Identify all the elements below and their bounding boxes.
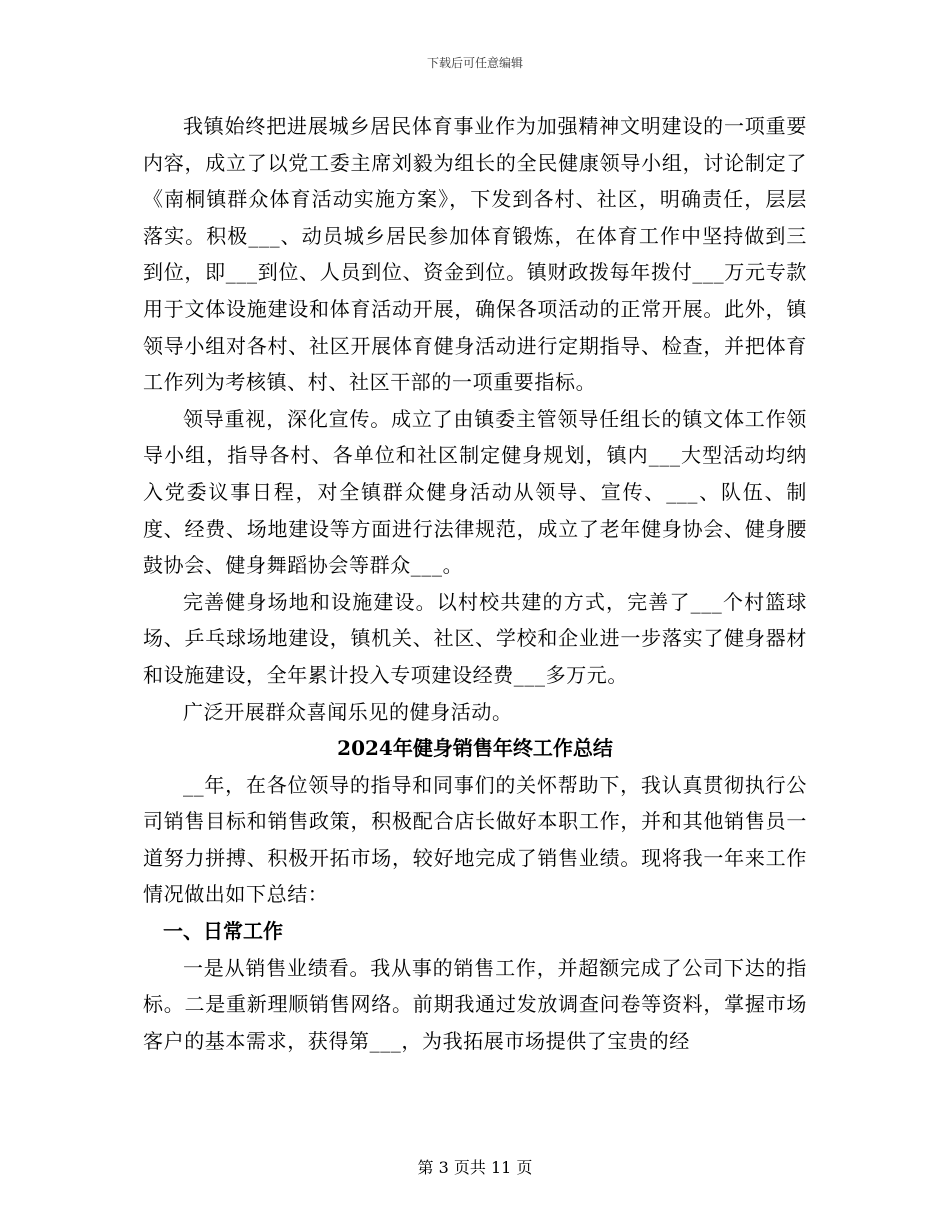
paragraph-sales-performance: 一是从销售业绩看。我从事的销售工作，并超额完成了公司下达的指标。二是重新理顺销售网络。前期我通过发放调查问卷等资料，掌握市场客户的基本需求，获得第___，为我拓展市场提供了宝贵的经 — [143, 955, 807, 1053]
page-footer: 第 3 页共 11 页 — [417, 1158, 533, 1177]
paragraph-intro: __年，在各位领导的指导和同事们的关怀帮助下，我认真贯彻执行公司销售目标和销售政策，积极配合店长做好本职工作，并和其他销售员一道努力拼搏、积极开拓市场，较好地完成了销售业绩。现将我一年来工作情况做出如下总结： — [143, 772, 807, 907]
paragraph-leadership: 领导重视，深化宣传。成立了由镇委主管领导任组长的镇文体工作领导小组，指导各村、各单位和社区制定健身规划，镇内___大型活动均纳入党委议事日程，对全镇群众健身活动从领导、宣传、___、队伍、制度、经费、场地建设等方面进行法律规范，成立了老年健身协会、健身腰鼓协会、健身舞蹈协会等群众___。 — [143, 406, 807, 578]
document-title: 2024年健身销售年终工作总结 — [337, 736, 613, 761]
page-header-note: 下载后可任意编辑 — [426, 56, 523, 70]
paragraph-activities: 广泛开展群众喜闻乐见的健身活动。 — [183, 699, 513, 724]
paragraph-organization: 我镇始终把进展城乡居民体育事业作为加强精神文明建设的一项重要内容，成立了以党工委主席刘毅为组长的全民健康领导小组，讨论制定了《南桐镇群众体育活动实施方案》，下发到各村、社区，明确责任，层层落实。积极___、动员城乡居民参加体育锻炼，在体育工作中坚持做到三到位，即___到位、人员到位、资金到位。镇财政拨每年拨付___万元专款用于文体设施建设和体育活动开展，确保各项活动的正常开展。此外，镇领导小组对各村、社区开展体育健身活动进行定期指导、检查，并把体育工作列为考核镇、村、社区干部的一项重要指标。 — [143, 114, 807, 395]
section-heading-daily-work: 一、日常工作 — [163, 919, 283, 944]
document-body — [143, 108, 807, 1059]
paragraph-facilities: 完善健身场地和设施建设。以村校共建的方式，完善了___个村篮球场、乒乓球场地建设，镇机关、社区、学校和企业进一步落实了健身器材和设施建设，全年累计投入专项建设经费___多万元。 — [143, 589, 807, 687]
